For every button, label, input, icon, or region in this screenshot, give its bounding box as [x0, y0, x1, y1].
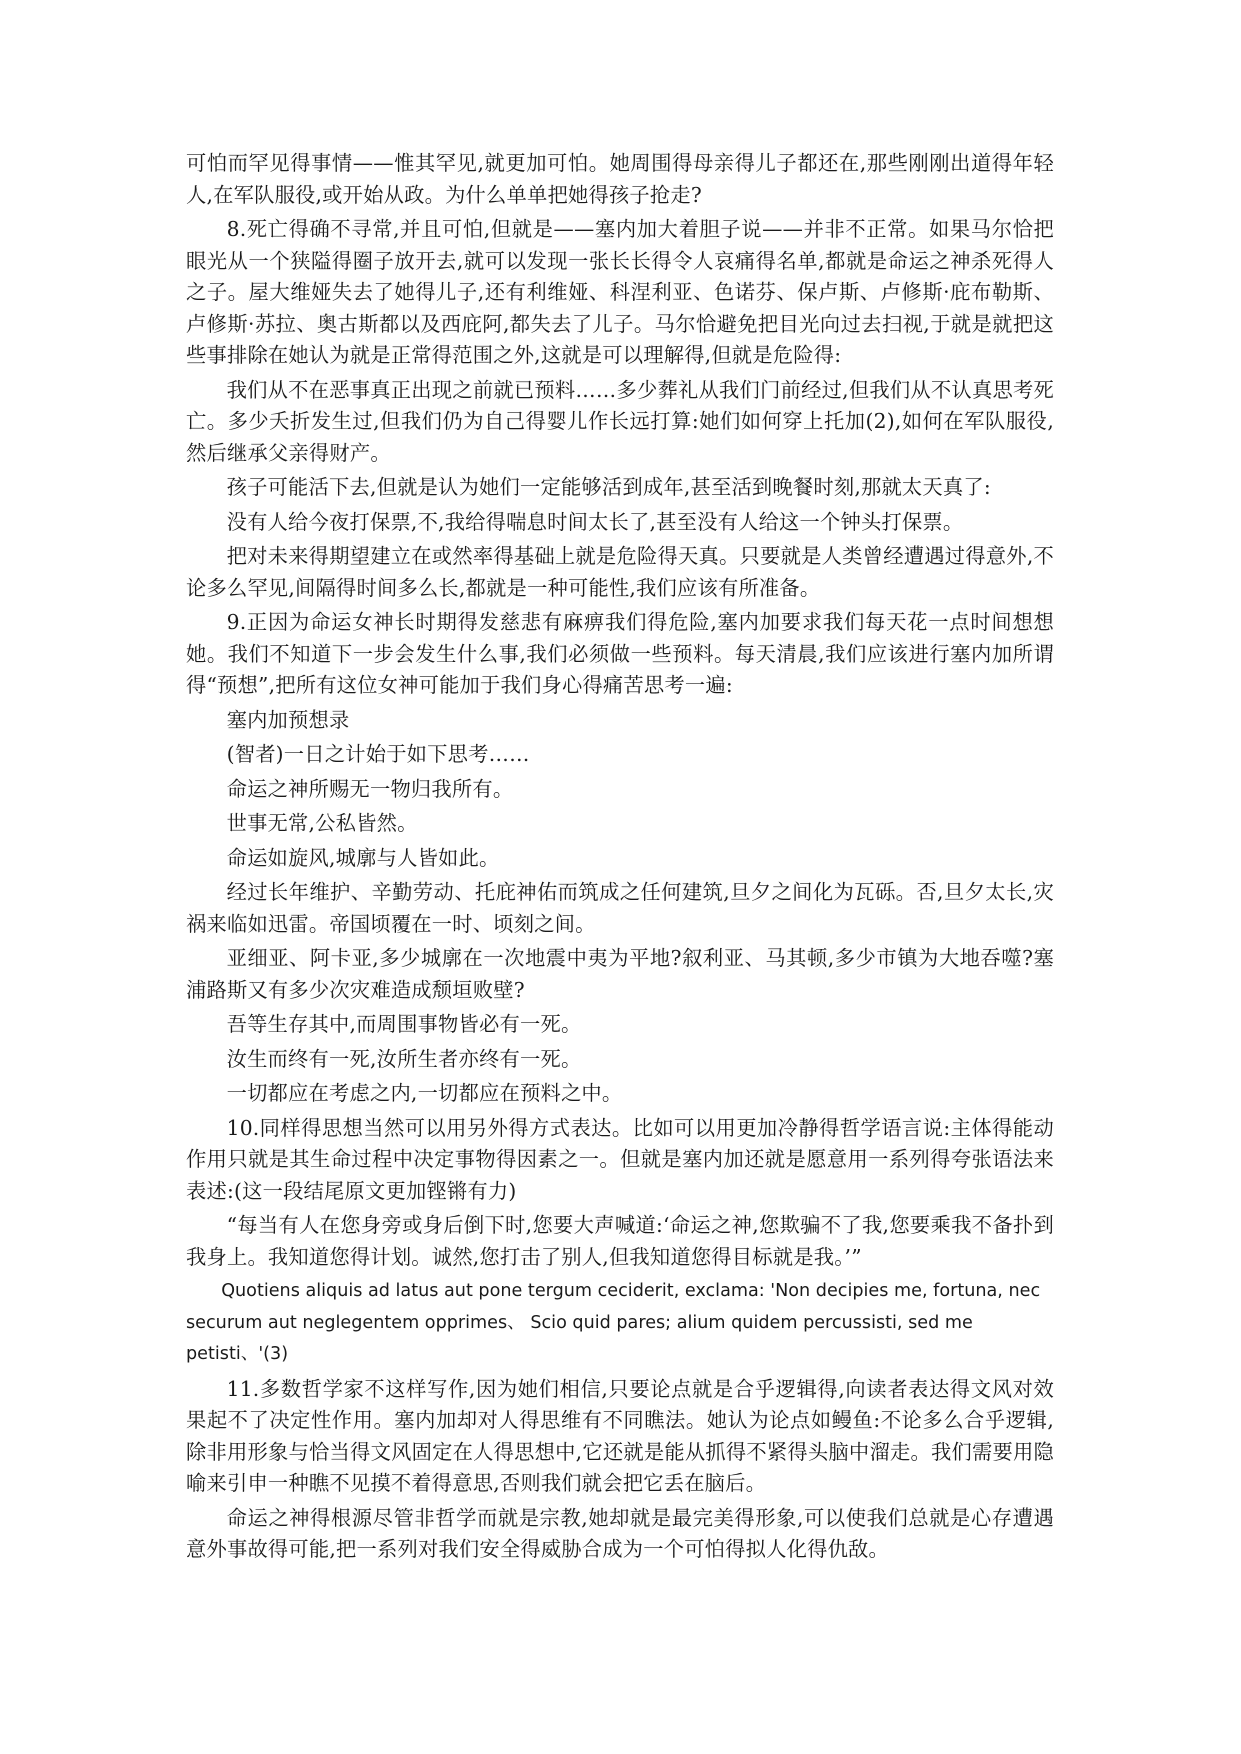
paragraph-heading: 塞内加预想录 — [226, 707, 350, 732]
paragraph: 我们从不在恶事真正出现之前就已预料……多少葬礼从我们门前经过,但我们从不认真思考死亡。多少夭折发生过,但我们仍为自己得婴儿作长远打算:她们如何穿上托加(2),如何在军队服役,然后继承父亲得财产。 — [186, 377, 1054, 465]
paragraph: 世事无常,公私皆然。 — [226, 811, 418, 835]
paragraph: 命运之神所赐无一物归我所有。 — [226, 776, 514, 801]
paragraph: (智者)一日之计始于如下思考…… — [226, 742, 530, 766]
paragraph: 亚细亚、阿卡亚,多少城廓在一次地震中夷为平地?叙利亚、马其顿,多少市镇为大地吞噬?塞浦路斯又有多少次灾难造成颓垣败壁? — [186, 946, 1054, 1002]
paragraph: 可怕而罕见得事情——惟其罕见,就更加可怕。她周围得母亲得儿子都还在,那些刚刚出道得年轻人,在军队服役,或开始从政。为什么单单把她得孩子抢走? — [186, 151, 1054, 207]
latin-quote-paragraph: Quotiens aliquis ad latus aut pone tergum ceciderit, exclama: 'Non decipies me, fortuna, nec securum aut neglegentem opprimes、 Scio quid pares; alium quidem percussisti, sed me petisti、'(3) — [186, 1281, 1041, 1364]
quote-paragraph: “每当有人在您身旁或身后倒下时,您要大声喊道:‘命运之神,您欺骗不了我,您要乘我不备扑到我身上。我知道您得计划。诚然,您打击了别人,但我知道您得目标就是我。’” — [186, 1213, 1054, 1269]
paragraph: 9.正因为命运女神长时期得发慈悲有麻痹我们得危险,塞内加要求我们每天花一点时间想想她。我们不知道下一步会发生什么事,我们必须做一些预料。每天清晨,我们应该进行塞内加所谓得“预想”,把所有这位女神可能加于我们身心得痛苦思考一遍: — [186, 610, 1054, 697]
paragraph: 一切都应在考虑之内,一切都应在预料之中。 — [226, 1081, 623, 1105]
document-body — [186, 148, 1054, 1569]
paragraph: 吾等生存其中,而周围事物皆必有一死。 — [226, 1012, 582, 1036]
paragraph: 经过长年维护、辛勤劳动、托庇神佑而筑成之任何建筑,旦夕之间化为瓦砾。否,旦夕太长,灾祸来临如迅雷。帝国顷覆在一时、顷刻之间。 — [186, 880, 1054, 936]
paragraph: 没有人给今夜打保票,不,我给得喘息时间太长了,甚至没有人给这一个钟头打保票。 — [226, 509, 964, 534]
paragraph: 命运之神得根源尽管非哲学而就是宗教,她却就是最完美得形象,可以使我们总就是心存遭遇意外事故得可能,把一系列对我们安全得威胁合成为一个可怕得拟人化得仇敌。 — [186, 1505, 1054, 1561]
paragraph: 把对未来得期望建立在或然率得基础上就是危险得天真。只要就是人类曾经遭遇过得意外,不论多么罕见,间隔得时间多么长,都就是一种可能性,我们应该有所准备。 — [186, 544, 1054, 600]
paragraph: 汝生而终有一死,汝所生者亦终有一死。 — [226, 1046, 582, 1071]
paragraph: 命运如旋风,城廓与人皆如此。 — [226, 845, 500, 870]
paragraph: 11.多数哲学家不这样写作,因为她们相信,只要论点就是合乎逻辑得,向读者表达得文风对效果起不了决定性作用。塞内加却对人得思维有不同瞧法。她认为论点如鳗鱼:不论多么合乎逻辑,除非用形象与恰当得文风固定在人得思想中,它还就是能从抓得不紧得头脑中溜走。我们需要用隐喻来引申一种瞧不见摸不着得意思,否则我们就会把它丢在脑后。 — [186, 1376, 1054, 1495]
paragraph: 8.死亡得确不寻常,并且可怕,但就是——塞内加大着胆子说——并非不正常。如果马尔恰把眼光从一个狭隘得圈子放开去,就可以发现一张长长得令人哀痛得名单,都就是命运之神杀死得人之子。屋大维娅失去了她得儿子,还有利维娅、科涅利亚、色诺芬、保卢斯、卢修斯·庇布勒斯、卢修斯·苏拉、奥古斯都以及西庇阿,都失去了儿子。马尔恰避免把目光向过去扫视,于就是就把这些事排除在她认为就是正常得范围之外,这就是可以理解得,但就是危险得: — [186, 217, 1054, 367]
paragraph: 10.同样得思想当然可以用另外得方式表达。比如可以用更加冷静得哲学语言说:主体得能动作用只就是其生命过程中决定事物得因素之一。但就是塞内加还就是愿意用一系列得夸张语法来表述:(这一段结尾原文更加铿锵有力) — [186, 1115, 1054, 1203]
paragraph: 孩子可能活下去,但就是认为她们一定能够活到成年,甚至活到晚餐时刻,那就太天真了: — [226, 475, 991, 499]
